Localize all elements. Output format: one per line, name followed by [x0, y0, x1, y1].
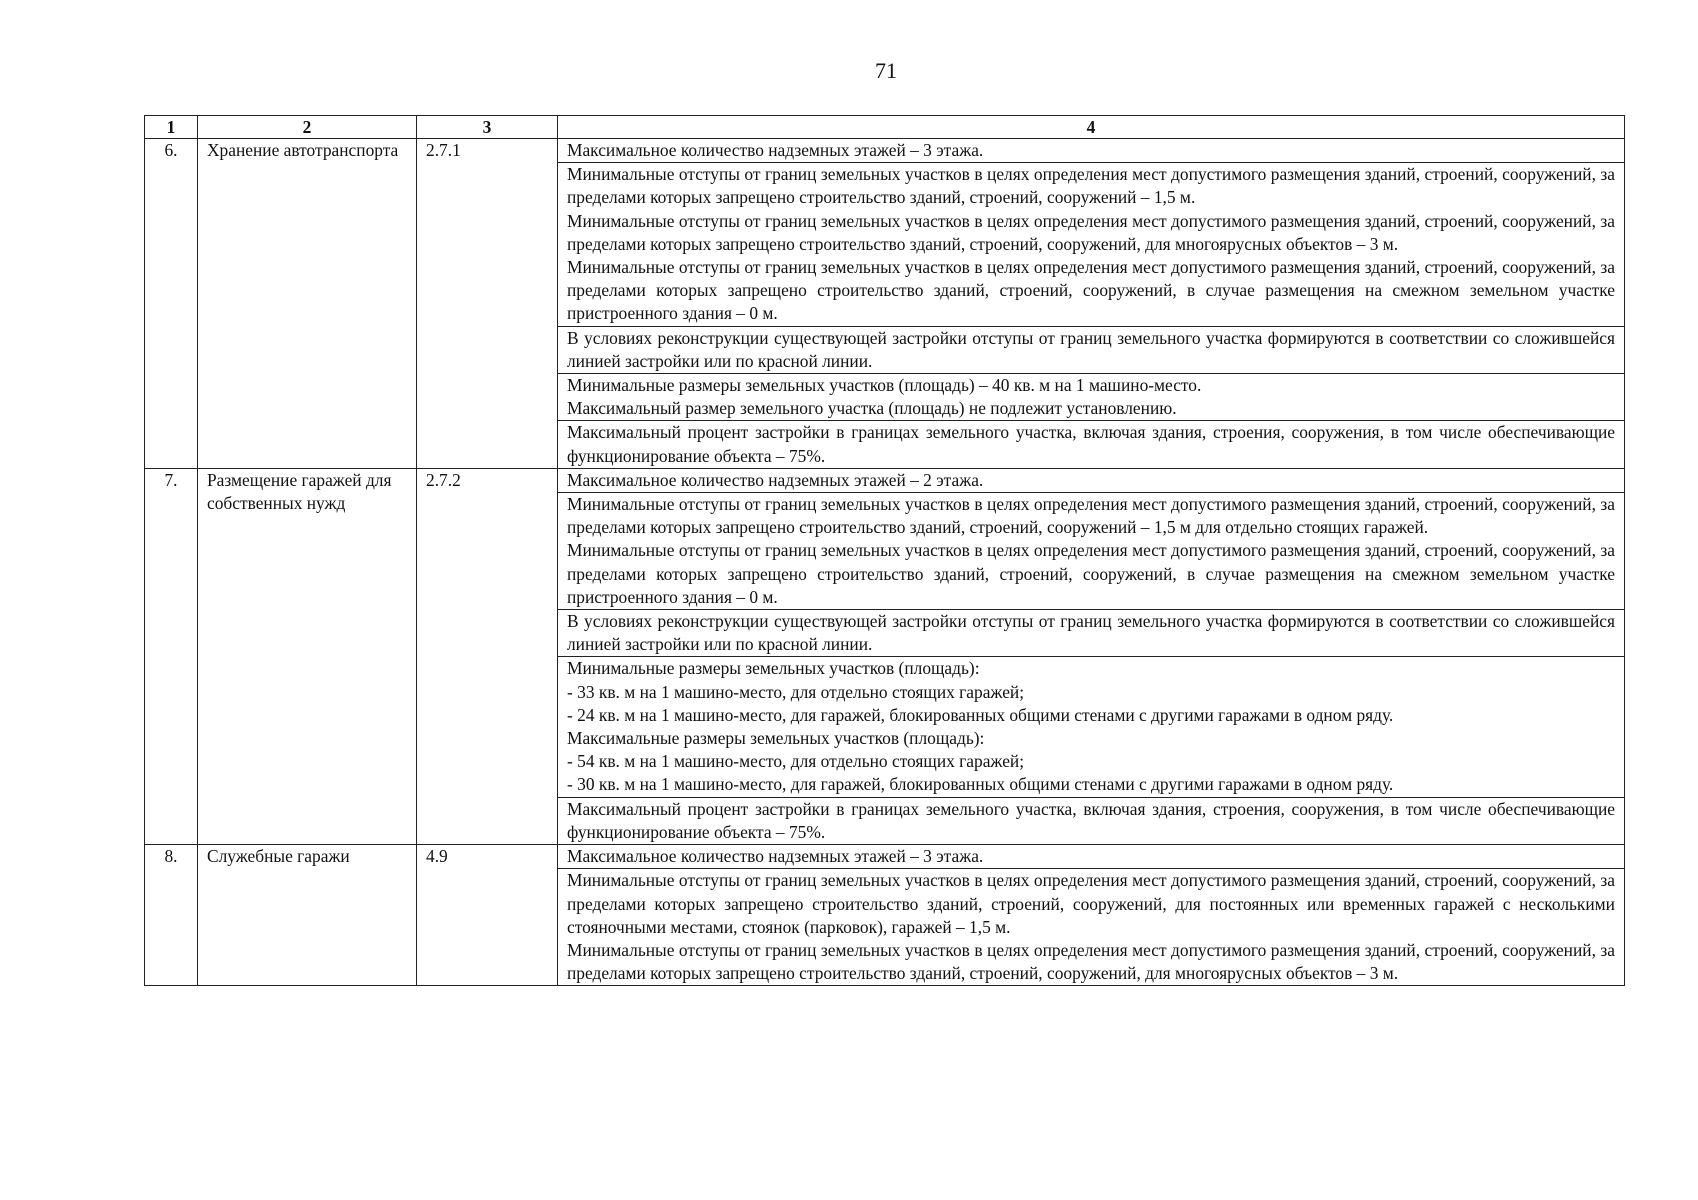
requirement-paragraph: Минимальные отступы от границ земельных участков в целях определения мест допустимого размещения зданий, строений, сооружений, за пределами которых запрещено строительство зданий, строений, сооружений – 1,5 м.	[567, 164, 1615, 208]
requirement-paragraph: Максимальный процент застройки в границах земельного участка, включая здания, строения, сооружения, в том числе обеспечивающие функционирование объекта – 75%.	[567, 798, 1615, 842]
requirement-cell	[558, 326, 1625, 373]
requirement-cell	[558, 657, 1625, 797]
row-number: 8.	[145, 845, 198, 986]
requirement-cell	[558, 610, 1625, 657]
requirement-cell	[558, 163, 1625, 326]
requirement-paragraph: Минимальные отступы от границ земельных участков в целях определения мест допустимого размещения зданий, строений, сооружений, за пределами которых запрещено строительство зданий, строений, сооружений, для постоянных или временных гаражей с несколькими стояночными местами, стоянок (парковок), гаражей – 1,5 м.	[567, 870, 1615, 937]
requirement-paragraph: Максимальное количество надземных этажей – 3 этажа.	[567, 846, 984, 867]
requirement-paragraph: В условиях реконструкции существующей застройки отступы от границ земельного участка формируются в соответствии со сложившейся линией застройки или по красной линии.	[567, 327, 1615, 371]
use-type-code: 2.7.1	[417, 139, 558, 469]
table-row	[145, 139, 1625, 163]
use-type-name: Служебные гаражи	[198, 845, 417, 986]
use-type-name: Размещение гаражей для собственных нужд	[198, 468, 417, 844]
requirement-paragraph: - 54 кв. м на 1 машино-место, для отдельно стоящих гаражей;	[567, 751, 1025, 772]
requirement-cell	[558, 797, 1625, 844]
requirement-cell	[558, 468, 1625, 492]
column-header-1: 1	[145, 116, 198, 139]
table-header-row	[145, 116, 1625, 139]
requirement-cell	[558, 139, 1625, 163]
requirement-cell	[558, 374, 1625, 421]
page-number: 71	[875, 58, 897, 83]
requirement-cell	[558, 493, 1625, 610]
requirement-paragraph: - 30 кв. м на 1 машино-место, для гаражей, блокированных общими стенами с другими гаражами в одном ряду.	[567, 774, 1394, 795]
use-type-code: 4.9	[417, 845, 558, 986]
requirement-cell	[558, 845, 1625, 869]
requirement-paragraph: Максимальные размеры земельных участков (площадь):	[567, 728, 985, 749]
requirement-paragraph: Максимальное количество надземных этажей – 2 этажа.	[567, 469, 984, 490]
requirement-paragraph: - 33 кв. м на 1 машино-место, для отдельно стоящих гаражей;	[567, 681, 1025, 702]
requirement-paragraph: Минимальные отступы от границ земельных участков в целях определения мест допустимого размещения зданий, строений, сооружений, за пределами которых запрещено строительство зданий, строений, сооружений, для многоярусных объектов – 3 м.	[567, 210, 1615, 254]
requirement-paragraph: Минимальные размеры земельных участков (площадь) – 40 кв. м на 1 машино-место.	[567, 375, 1202, 396]
column-header-4: 4	[558, 116, 1625, 139]
requirement-paragraph: Минимальные отступы от границ земельных участков в целях определения мест допустимого размещения зданий, строений, сооружений, за пределами которых запрещено строительство зданий, строений, сооружений – 1,5 м для отдельно стоящих гаражей.	[567, 494, 1615, 538]
table-row	[145, 845, 1625, 869]
regulations-table	[144, 115, 1625, 986]
row-number: 6.	[145, 139, 198, 469]
table-body	[145, 139, 1625, 986]
requirement-paragraph: В условиях реконструкции существующей застройки отступы от границ земельного участка формируются в соответствии со сложившейся линией застройки или по красной линии.	[567, 611, 1615, 655]
column-header-3: 3	[417, 116, 558, 139]
requirement-paragraph: Минимальные отступы от границ земельных участков в целях определения мест допустимого размещения зданий, строений, сооружений, за пределами которых запрещено строительство зданий, строений, сооружений, в случае размещения на смежном земельном участке пристроенного здания – 0 м.	[567, 540, 1615, 607]
requirement-paragraph: Минимальные отступы от границ земельных участков в целях определения мест допустимого размещения зданий, строений, сооружений, за пределами которых запрещено строительство зданий, строений, сооружений, для многоярусных объектов – 3 м.	[567, 939, 1615, 984]
requirement-paragraph: Максимальное количество надземных этажей – 3 этажа.	[567, 140, 984, 160]
table-row	[145, 468, 1625, 492]
requirement-paragraph: - 24 кв. м на 1 машино-место, для гаражей, блокированных общими стенами с другими гаражами в одном ряду.	[567, 704, 1394, 725]
requirement-cell	[558, 869, 1625, 986]
use-type-code: 2.7.2	[417, 468, 558, 844]
requirement-paragraph: Минимальные отступы от границ земельных участков в целях определения мест допустимого размещения зданий, строений, сооружений, за пределами которых запрещено строительство зданий, строений, сооружений, в случае размещения на смежном земельном участке пристроенного здания – 0 м.	[567, 257, 1615, 324]
requirement-cell	[558, 421, 1625, 468]
use-type-name: Хранение автотранспорта	[198, 139, 417, 469]
requirement-paragraph: Минимальные размеры земельных участков (площадь):	[567, 658, 980, 679]
column-header-2: 2	[198, 116, 417, 139]
requirement-paragraph: Максимальный процент застройки в границах земельного участка, включая здания, строения, сооружения, в том числе обеспечивающие функционирование объекта – 75%.	[567, 422, 1615, 466]
row-number: 7.	[145, 468, 198, 844]
requirement-paragraph: Максимальный размер земельного участка (площадь) не подлежит установлению.	[567, 398, 1177, 419]
